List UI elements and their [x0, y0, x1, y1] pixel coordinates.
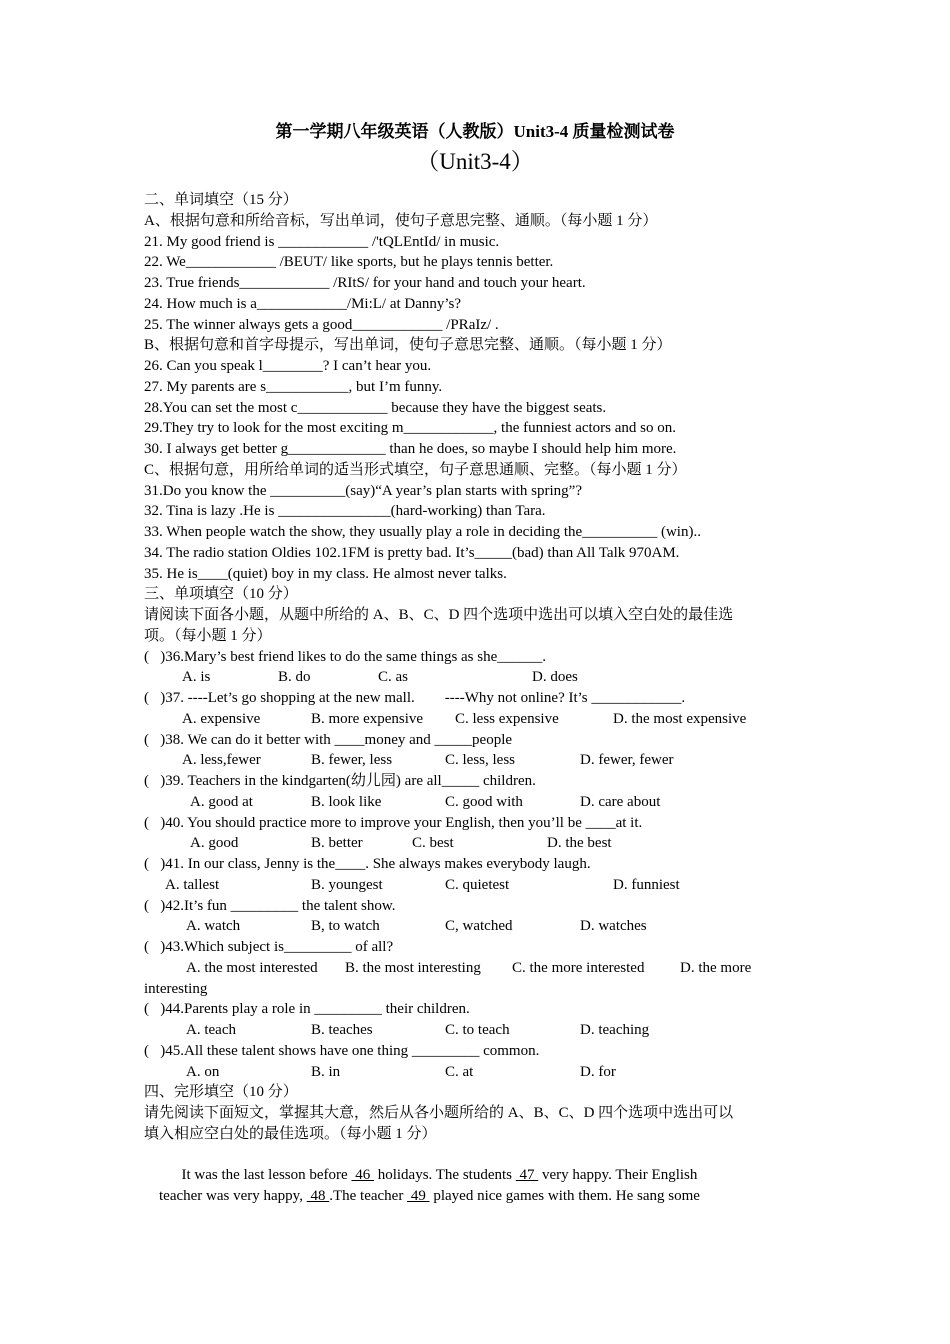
section-multiple-choice [144, 647, 824, 1083]
text: very happy. Their English [538, 1167, 698, 1184]
option-d: D. care about [580, 793, 661, 810]
question-40: ( )40. You should practice more to improve your English, then you’ll be ____at it. [144, 814, 643, 831]
option-a: A. less,fewer [182, 752, 261, 769]
text-line: A、根据句意和所给音标，写出单词，使句子意思完整、通顺。（每小题 1 分） [144, 212, 658, 229]
text-line: 27. My parents are s___________, but I’m funny. [144, 378, 443, 395]
option-c: C. best [412, 835, 454, 852]
question-44: ( )44.Parents play a role in _________ their children. [144, 1001, 470, 1018]
blank-48: 48 [306, 1188, 330, 1204]
document-body [144, 190, 824, 1204]
options-row [144, 875, 824, 896]
option-c: C, watched [445, 918, 513, 935]
options-row [144, 667, 824, 688]
question-41: ( )41. In our class, Jenny is the____. She always makes everybody laugh. [144, 856, 591, 872]
option-d: D. the more [680, 959, 752, 976]
passage-line-1 [144, 1145, 824, 1184]
question-38: ( )38. We can do it better with ____money and _____people [144, 731, 513, 748]
question-39: ( )39. Teachers in the kindgarten(幼儿园) are all_____ children. [144, 773, 536, 789]
option-b: B. do [278, 669, 311, 686]
text: .The teacher [329, 1188, 408, 1204]
text-line: B、根据句意和首字母提示，写出单词，使句子意思完整、通顺。（每小题 1 分） [144, 337, 672, 354]
text-line: 33. When people watch the show, they usually play a role in deciding the__________ (win).. [144, 524, 701, 540]
option-a: A. is [182, 669, 211, 686]
text-line: 30. I always get better g_____________ than he does, so maybe I should help him more. [144, 441, 677, 457]
text-line: 请阅读下面各小题，从题中所给的 A、B、C、D 四个选项中选出可以填入空白处的最佳选 [144, 607, 734, 623]
option-c: C. less, less [445, 752, 516, 769]
option-c: C. less expensive [455, 710, 559, 727]
text-line: 三、单项填空（10 分） [144, 586, 298, 603]
text-line: 24. How much is a____________/Mi:L/ at Danny’s? [144, 295, 462, 312]
options-row [144, 750, 824, 771]
text-line: 请先阅读下面短文，掌握其大意，然后从各小题所给的 A、B、C、D 四个选项中选出可以 [144, 1105, 734, 1121]
text: played nice games with them. He sang some [429, 1188, 700, 1204]
option-c: C. to teach [445, 1022, 510, 1038]
option-d: D. fewer, fewer [580, 752, 674, 769]
options-row [144, 833, 824, 854]
option-a: A. watch [186, 918, 241, 935]
options-row [144, 916, 824, 937]
text-line: 21. My good friend is ____________ /'tQLEntId/ in music. [144, 233, 500, 250]
section-word-fill [144, 190, 824, 647]
blank-49: 49 [407, 1188, 430, 1204]
option-wrap-line: interesting [144, 980, 208, 997]
question-43: ( )43.Which subject is_________ of all? [144, 939, 394, 955]
option-d: D. does [532, 669, 578, 686]
text-line: 项。（每小题 1 分） [144, 627, 272, 644]
option-d: D. for [580, 1063, 616, 1080]
text-line: 二、单词填空（15 分） [144, 192, 298, 208]
text-line: 填入相应空白处的最佳选项。（每小题 1 分） [144, 1125, 437, 1142]
option-a: A. teach [186, 1022, 236, 1038]
option-a: A. on [186, 1063, 220, 1080]
text-line: 31.Do you know the __________(say)“A year’s plan starts with spring”? [144, 482, 582, 499]
option-b: B. in [311, 1063, 341, 1080]
option-a: A. good at [190, 793, 253, 810]
question-36: ( )36.Mary’s best friend likes to do the same things as she______. [144, 648, 547, 665]
text: It was the last lesson before [159, 1167, 352, 1184]
text: teacher was very happy, [159, 1188, 307, 1204]
options-row [144, 709, 824, 730]
document-title: 第一学期八年级英语（人教版）Unit3-4 质量检测试卷 [275, 122, 675, 141]
section-cloze-intro [144, 1082, 824, 1144]
option-d: D. funniest [613, 876, 680, 893]
passage-line-2 [144, 1165, 824, 1204]
option-d: D. the best [547, 835, 612, 852]
option-b: B. youngest [311, 876, 383, 893]
option-d: D. the most expensive [613, 710, 747, 727]
blank-47: 47 [515, 1167, 539, 1184]
text-line: 35. He is____(quiet) boy in my class. He almost never talks. [144, 565, 507, 582]
text-line: 26. Can you speak l________? I can’t hear you. [144, 358, 432, 374]
option-a: A. good [190, 835, 239, 852]
text-line: 四、完形填空（10 分） [144, 1084, 298, 1101]
text-line: 25. The winner always gets a good____________ /PRaIz/ . [144, 316, 499, 333]
option-b: B. better [311, 835, 363, 852]
options-row [144, 1020, 824, 1041]
text-line: 28.You can set the most c____________ because they have the biggest seats. [144, 399, 607, 416]
text-line: 32. Tina is lazy .He is _______________(hard-working) than Tara. [144, 503, 546, 520]
question-45: ( )45.All these talent shows have one thing _________ common. [144, 1042, 540, 1059]
option-a: A. the most interested [186, 959, 318, 976]
option-c: C. the more interested [512, 959, 645, 976]
text-line: 29.They try to look for the most exciting m____________, the funniest actors and so on. [144, 420, 677, 437]
options-row [144, 1062, 824, 1083]
option-b: B. look like [311, 793, 382, 810]
text: holidays. The students [373, 1167, 516, 1184]
question-42: ( )42.It’s fun _________ the talent show. [144, 897, 396, 914]
option-a: A. tallest [165, 876, 220, 893]
option-b: B. more expensive [311, 710, 424, 727]
options-row [144, 792, 824, 813]
option-b: B, to watch [311, 918, 380, 935]
option-b: B. fewer, less [311, 752, 393, 769]
option-b: B. teaches [311, 1022, 373, 1038]
option-d: D. watches [580, 918, 647, 935]
option-d: D. teaching [580, 1022, 650, 1038]
blank-46: 46 [351, 1167, 374, 1184]
options-row [144, 958, 824, 979]
text-line: 34. The radio station Oldies 102.1FM is pretty bad. It’s_____(bad) than All Talk 970AM. [144, 544, 680, 561]
text-line: 23. True friends____________ /RItS/ for your hand and touch your heart. [144, 275, 586, 291]
option-c: C. good with [445, 793, 523, 810]
text-line: 22. We____________ /BEUT/ like sports, but he plays tennis better. [144, 254, 554, 271]
option-b: B. the most interesting [345, 959, 481, 976]
option-c: C. as [378, 669, 408, 686]
text-line: C、根据句意，用所给单词的适当形式填空，句子意思通顺、完整。（每小题 1 分） [144, 461, 687, 478]
document-subtitle: （Unit3-4） [416, 149, 534, 174]
option-c: C. quietest [445, 876, 510, 893]
option-a: A. expensive [182, 710, 261, 727]
question-37: ( )37. ----Let’s go shopping at the new mall. ----Why not online? It’s ____________. [144, 690, 686, 706]
option-c: C. at [445, 1063, 474, 1080]
